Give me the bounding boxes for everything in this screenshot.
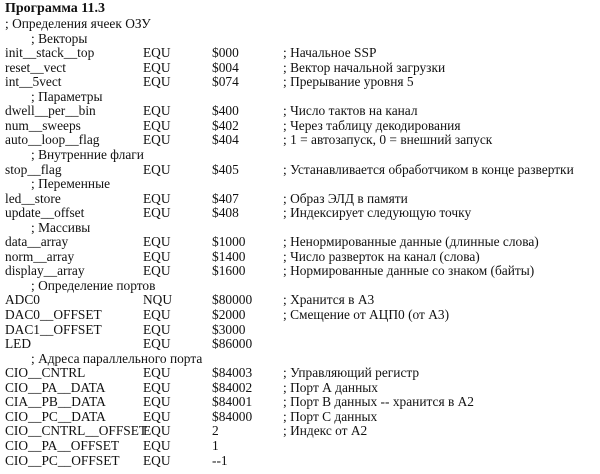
directive: EQU [143, 394, 171, 410]
symbol-value: $84001 [212, 394, 253, 410]
line-comment: ; 1 = автозапуск, 0 = внешний запуск [283, 132, 493, 148]
symbol-value: $86000 [212, 336, 253, 352]
section-comment-line [0, 147, 600, 162]
definition-line [0, 162, 600, 177]
directive: EQU [143, 437, 171, 453]
symbol-label: DAC1__OFFSET [5, 321, 102, 337]
symbol-label: DAC0__OFFSET [5, 307, 102, 322]
definition-line [0, 74, 600, 89]
symbol-value: $407 [212, 190, 239, 206]
symbol-label: display__array [5, 263, 85, 279]
symbol-label: led__store [5, 190, 61, 206]
symbol-value: $1000 [212, 234, 246, 250]
directive: EQU [143, 190, 171, 206]
section-comment: ; Переменные [31, 176, 111, 192]
section-comment: ; Векторы [31, 30, 88, 46]
line-comment: ; Образ ЭЛД в памяти [283, 190, 408, 206]
directive: EQU [143, 161, 171, 177]
directive: EQU [143, 132, 171, 148]
directive: EQU [143, 408, 171, 424]
line-comment: ; Индексирует следующую точку [283, 205, 472, 221]
definition-line [0, 423, 600, 438]
directive: EQU [143, 59, 171, 75]
section-comment-line [0, 31, 600, 46]
definition-line [0, 118, 600, 133]
symbol-label: dwell__per__bin [5, 103, 96, 119]
directive: EQU [143, 336, 171, 352]
symbol-value: $404 [212, 132, 239, 148]
line-comment: ; Начальное SSP [283, 45, 377, 61]
directive: EQU [143, 423, 171, 439]
section-comment: ; Определение портов [31, 277, 156, 293]
symbol-value: $84002 [212, 379, 253, 395]
section-comment-line [0, 89, 600, 104]
symbol-label: LED [5, 336, 32, 352]
line-comment: ; Порт А данных [283, 379, 378, 395]
directive: EQU [143, 45, 171, 61]
definition-line [0, 438, 600, 453]
definition-line [0, 205, 600, 220]
directive: EQU [143, 205, 171, 221]
definition-line [0, 307, 600, 322]
directive: EQU [143, 452, 171, 468]
symbol-value: $3000 [212, 321, 246, 337]
symbol-value: $80000 [212, 292, 253, 308]
section-comment-line [0, 278, 600, 293]
line-comment: ; Вектор начальной загрузки [283, 59, 446, 75]
section-comment-line [0, 176, 600, 191]
symbol-label: update__offset [5, 205, 85, 221]
symbol-label: ADC0 [5, 292, 40, 308]
symbol-value: 1 [212, 437, 219, 453]
symbol-value: --1 [212, 452, 228, 468]
definition-line [0, 453, 600, 468]
symbol-label: data__array [5, 234, 69, 250]
directive: EQU [143, 263, 171, 279]
symbol-label: stop__flag [5, 161, 62, 177]
definition-line [0, 132, 600, 147]
directive: NQU [143, 292, 173, 308]
section-comment: ; Параметры [31, 88, 103, 104]
definition-line [0, 336, 600, 351]
symbol-value: $405 [212, 161, 239, 177]
section-comment: ; Адреса параллельного порта [31, 350, 203, 366]
symbol-label: CIO__CNTRL__OFFSET [5, 423, 148, 439]
symbol-label: CIO__PC__DATA [5, 408, 106, 424]
definition-line [0, 394, 600, 409]
section-comment: ; Определения ячеек ОЗУ [5, 16, 151, 31]
directive: EQU [143, 234, 171, 250]
section-comment-line [0, 16, 600, 31]
symbol-label: CIA__PB__DATA [5, 394, 106, 410]
line-comment: ; Число разверток на канал (слова) [283, 248, 480, 264]
directive: EQU [143, 248, 171, 264]
symbol-value: $2000 [212, 307, 246, 322]
line-comment: ; Прерывание уровня 5 [283, 74, 414, 90]
definition-line [0, 409, 600, 424]
symbol-label: int__5vect [5, 74, 62, 90]
symbol-label: CIO__PC__OFFSET [5, 452, 120, 468]
definition-line [0, 234, 600, 249]
symbol-label: CIO__CNTRL [5, 365, 86, 381]
definition-line [0, 263, 600, 278]
line-comment: ; Хранится в A3 [283, 292, 375, 308]
definition-line [0, 103, 600, 118]
symbol-value: $074 [212, 74, 239, 90]
symbol-value: $84003 [212, 365, 253, 381]
symbol-label: CIO__PA__DATA [5, 379, 106, 395]
line-comment: ; Смещение от АЦП0 (от A3) [283, 307, 450, 322]
definition-line [0, 249, 600, 264]
line-comment: ; Порт С данных [283, 408, 378, 424]
symbol-value: $400 [212, 103, 239, 119]
line-comment: ; Индекс от A2 [283, 423, 368, 439]
symbol-value: $000 [212, 45, 239, 61]
definition-line [0, 191, 600, 206]
symbol-value: $408 [212, 205, 239, 221]
symbol-value: $1600 [212, 263, 246, 279]
symbol-label: auto__loop__flag [5, 132, 100, 148]
symbol-label: reset__vect [5, 59, 66, 75]
directive: EQU [143, 103, 171, 119]
symbol-value: $004 [212, 59, 239, 75]
definition-line [0, 365, 600, 380]
symbol-value: $84000 [212, 408, 253, 424]
directive: EQU [143, 117, 171, 133]
symbol-label: num__sweeps [5, 117, 81, 133]
directive: EQU [143, 74, 171, 90]
directive: EQU [143, 379, 171, 395]
symbol-label: init__stack__top [5, 45, 95, 61]
program-title: Программа 11.3 [5, 1, 106, 16]
directive: EQU [143, 321, 171, 337]
symbol-label: CIO__PA__OFFSET [5, 437, 120, 453]
section-comment-line [0, 351, 600, 366]
symbol-value: $1400 [212, 248, 246, 264]
directive: EQU [143, 365, 171, 381]
section-comment: ; Внутренние флаги [31, 146, 144, 162]
line-comment: ; Ненормированные данные (длинные слова) [283, 234, 539, 250]
definition-line [0, 45, 600, 60]
definition-line [0, 60, 600, 75]
symbol-value: 2 [212, 423, 219, 439]
line-comment: ; Управляющий регистр [283, 365, 420, 381]
definition-line [0, 380, 600, 395]
line-comment: ; Порт В данных -- хранится в A2 [283, 394, 474, 410]
directive: EQU [143, 307, 171, 322]
section-comment: ; Массивы [31, 219, 91, 235]
line-comment: ; Нормированные данные со знаком (байты) [283, 263, 535, 279]
line-comment: ; Число тактов на канал [283, 103, 418, 119]
symbol-label: norm__array [5, 248, 75, 264]
definition-line [0, 292, 600, 307]
symbol-value: $402 [212, 117, 239, 133]
section-comment-line [0, 220, 600, 235]
line-comment: ; Через таблицу декодирования [283, 117, 461, 133]
line-comment: ; Устанавливается обработчиком в конце развертки [283, 161, 574, 177]
definition-line [0, 322, 600, 337]
